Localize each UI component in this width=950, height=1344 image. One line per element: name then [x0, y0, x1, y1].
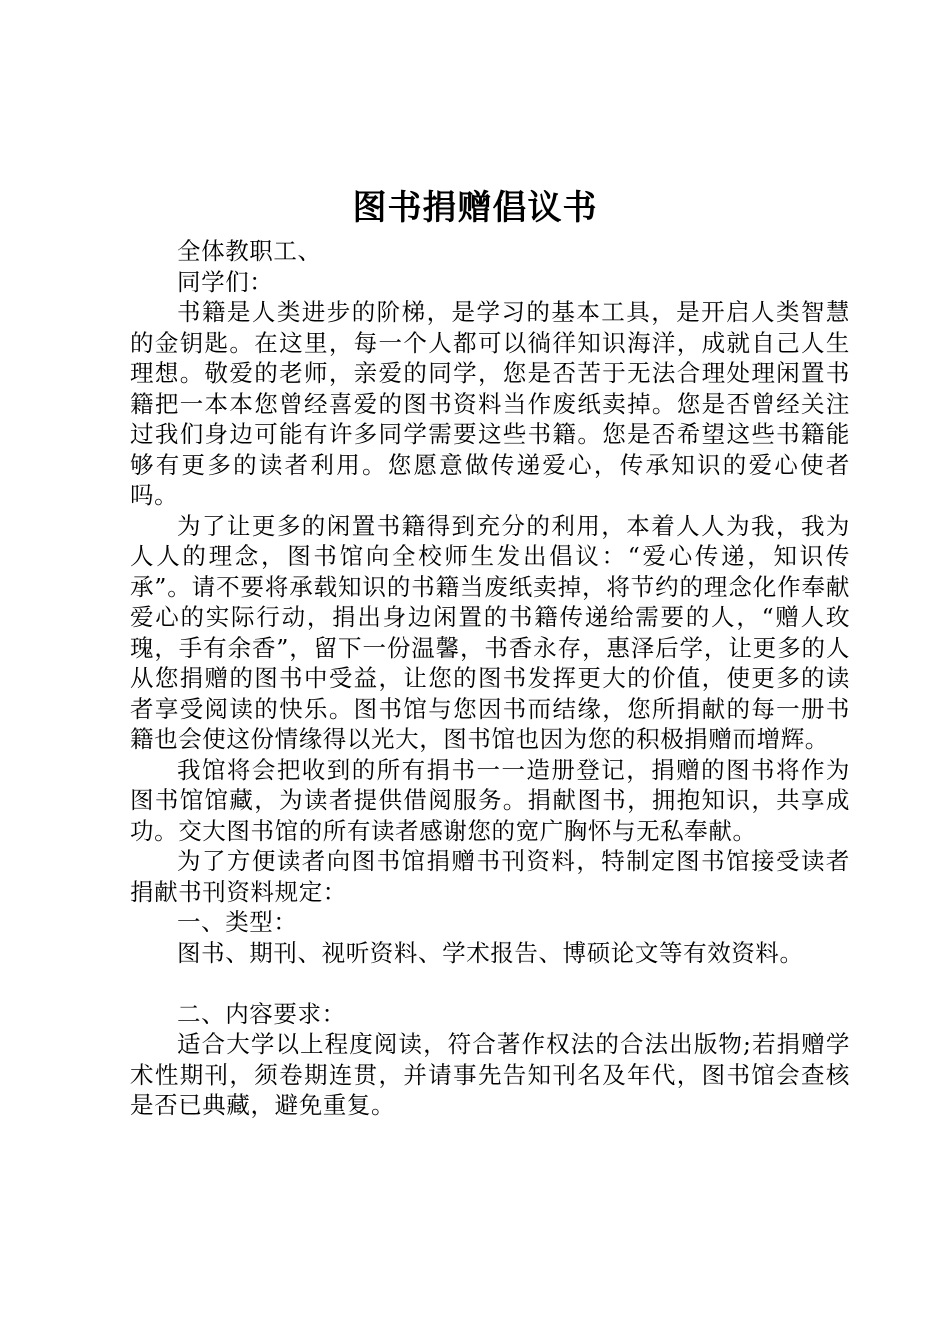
salutation-line-1: 全体教职工、 — [177, 237, 322, 265]
section-1-heading: 一、类型： — [177, 908, 298, 936]
paragraph-3: 我馆将会把收到的所有捐书一一造册登记，捐赠的图书将作为图书馆馆藏，为读者提供借阅服务。捐献图书，拥抱知识，共享成功。交大图书馆的所有读者感谢您的宽广胸怀与无私奉献。 — [130, 755, 850, 845]
paragraph-1: 书籍是人类进步的阶梯，是学习的基本工具，是开启人类智慧的金钥匙。在这里，每一个人都可以徜徉知识海洋，成就自己人生理想。敬爱的老师，亲爱的同学，您是否苦于无法合理处理闲置书籍把一本本您曾经喜爱的图书资料当作废纸卖掉。您是否曾经关注过我们身边可能有许多同学需要这些书籍。您是否希望这些书籍能够有更多的读者利用。您愿意做传递爱心，传承知识的爱心使者吗。 — [130, 298, 850, 509]
document-body — [130, 236, 850, 1121]
blank-line — [130, 968, 850, 999]
document-title: 图书捐赠倡议书 — [352, 188, 598, 228]
section-2-heading: 二、内容要求： — [177, 999, 346, 1028]
paragraph-4: 为了方便读者向图书馆捐赠书刊资料，特制定图书馆接受读者捐献书刊资料规定： — [130, 847, 850, 906]
section-1-text: 图书、期刊、视听资料、学术报告、博硕论文等有效资料。 — [177, 938, 804, 967]
paragraph-2: 为了让更多的闲置书籍得到充分的利用，本着人人为我，我为人人的理念，图书馆向全校师生发出倡议：“爱心传递，知识传承”。请不要将承载知识的书籍当废纸卖掉，将节约的理念化作奉献爱心的实际行动，捐出身边闲置的书籍传递给需要的人，“赠人玫瑰，手有余香”，留下一份温馨，书香永存，惠泽后学，让更多的人从您捐赠的图书中受益，让您的图书发挥更大的价值，使更多的读者享受阅读的快乐。图书馆与您因书而结缘，您所捐献的每一册书籍也会使这份情缘得以光大，图书馆也因为您的积极捐赠而增辉。 — [130, 511, 850, 753]
salutation-line-2: 同学们： — [177, 267, 274, 296]
section-2-text: 适合大学以上程度阅读，符合著作权法的合法出版物;若捐赠学术性期刊，须卷期连贯，并请事先告知刊名及年代，图书馆会查核是否已典藏，避免重复。 — [130, 1030, 850, 1119]
